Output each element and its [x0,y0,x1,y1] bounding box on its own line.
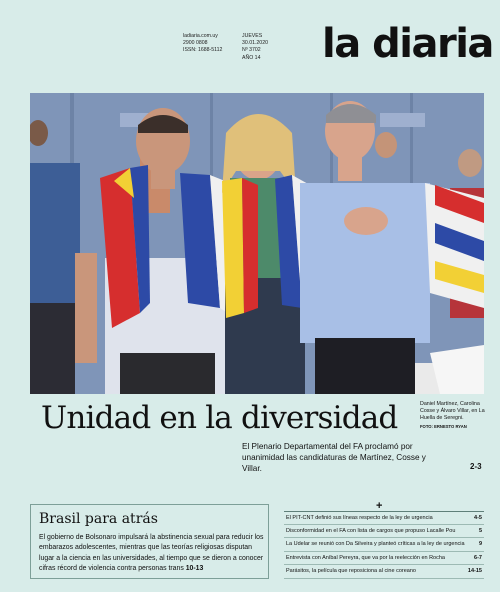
issue-date: 30.01.2020 [242,40,268,47]
index-item [284,538,484,552]
index-item [284,552,484,566]
main-headline: Unidad en la diversidad [41,400,398,436]
index-list [284,511,484,579]
index-item-text: Parásitos, la película que reposiciona al cine coreano [286,568,416,574]
photo-caption [420,401,486,430]
index-item-text: El PIT-CNT definió sus líneas respecto de la ley de urgencia [286,515,433,521]
weekday: JUEVES [242,33,263,39]
index-item [284,511,484,525]
index-item-pages: 4-5 [474,515,482,521]
brasil-page-reference: 10-13 [185,565,204,573]
index-item-text: Disconformidad en el FA con lista de cargos que propuso Lacalle Pou [286,527,456,534]
brasil-story-box [30,504,269,579]
phone: 2900 0808 [183,40,208,47]
lead-photo [30,93,484,394]
deck-page-reference: 2-3 [470,462,482,471]
index-item-pages: 9 [478,541,482,547]
newspaper-logo: la diaria [322,21,493,67]
photo-credit: FOTO: ERNESTO RYAN [420,424,467,429]
index-item-pages: 6-7 [474,554,482,561]
index-item-pages: 14-15 [467,568,482,574]
issue-number: Nº 3702 [242,47,261,54]
website: ladiaria.com.uy [183,33,218,39]
index-item [284,525,484,539]
plus-icon: + [376,500,383,512]
headline-deck: El Plenario Departamental del FA proclamó por unanimidad las candidaturas de Martínez, Cosse y Villar. [242,442,426,473]
brasil-story-body [39,533,267,575]
index-item [284,565,484,579]
index-item-text: La Udelar se reunió con Da Silveira y planteó críticas a la ley de urgencia [286,541,465,547]
photo-three-candidates-icon [30,93,484,394]
brasil-story-text: El gobierno de Bolsonaro impulsará la abstinencia sexual para reducir los embarazos adolescentes, mientras que las teorías religiosas disputan lugar a la ciencia en las universidades, al tiempo que se dieron a conocer cifras récord de violencia contra personas trans [39,534,264,573]
index-item-pages: 5 [478,527,482,534]
index-item-text: Entrevista con Aníbal Pereyra, que va por la reelección en Rocha [286,554,445,561]
brasil-story-title: Brasil para atrás [39,511,158,527]
volume-year: AÑO 14 [242,54,261,61]
masthead-issue-info [242,33,268,62]
masthead-contact-info [183,33,222,55]
issn: ISSN: 1688-5112 [183,47,223,54]
caption-text: Daniel Martínez, Carolina Cosse y Álvaro Villar, en La Huella de Seregni. [420,401,485,421]
